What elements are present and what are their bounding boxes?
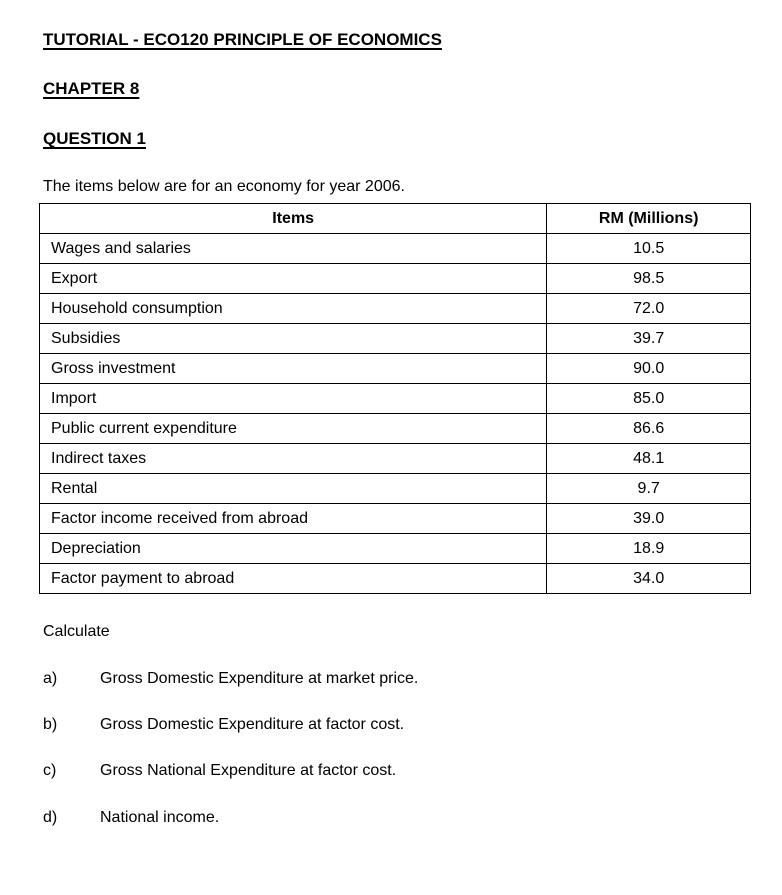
table-row — [40, 294, 751, 324]
item-value: 9.7 — [547, 474, 751, 504]
item-value: 48.1 — [547, 444, 751, 474]
sub-question-text: Gross Domestic Expenditure at factor cost. — [100, 716, 405, 733]
item-label: Factor payment to abroad — [40, 564, 547, 594]
sub-question-letter: a) — [43, 670, 58, 687]
sub-question-text: Gross National Expenditure at factor cost. — [100, 762, 397, 779]
items-column-header: Items — [40, 204, 547, 234]
table-row — [40, 354, 751, 384]
item-label: Factor income received from abroad — [40, 504, 547, 534]
item-value: 39.0 — [547, 504, 751, 534]
sub-question-text: Gross Domestic Expenditure at market price. — [100, 670, 419, 687]
sub-question-text: National income. — [100, 809, 220, 826]
table-row — [40, 444, 751, 474]
table-row — [40, 264, 751, 294]
table-header-row — [40, 204, 751, 234]
item-value: 85.0 — [547, 384, 751, 414]
items-table — [39, 203, 751, 594]
item-label: Wages and salaries — [40, 234, 547, 264]
table-row — [40, 384, 751, 414]
item-value: 86.6 — [547, 414, 751, 444]
item-label: Depreciation — [40, 534, 547, 564]
item-label: Gross investment — [40, 354, 547, 384]
table-row — [40, 414, 751, 444]
item-label: Subsidies — [40, 324, 547, 354]
sub-question-letter: b) — [43, 716, 58, 733]
question-heading: QUESTION 1 — [43, 129, 146, 148]
intro-text: The items below are for an economy for year 2006. — [43, 178, 405, 195]
calculate-label: Calculate — [43, 623, 110, 640]
value-column-header: RM (Millions) — [547, 204, 751, 234]
item-label: Import — [40, 384, 547, 414]
item-label: Rental — [40, 474, 547, 504]
sub-question-letter: c) — [43, 762, 57, 779]
table-row — [40, 564, 751, 594]
sub-question-a — [43, 670, 418, 688]
document-title: TUTORIAL - ECO120 PRINCIPLE OF ECONOMICS — [43, 30, 442, 49]
item-value: 90.0 — [547, 354, 751, 384]
item-label: Household consumption — [40, 294, 547, 324]
item-value: 72.0 — [547, 294, 751, 324]
table-row — [40, 534, 751, 564]
item-value: 34.0 — [547, 564, 751, 594]
item-value: 39.7 — [547, 324, 751, 354]
table-row — [40, 474, 751, 504]
sub-question-d — [43, 809, 219, 827]
sub-question-c — [43, 762, 396, 780]
table-row — [40, 234, 751, 264]
item-label: Public current expenditure — [40, 414, 547, 444]
item-value: 10.5 — [547, 234, 751, 264]
table-row — [40, 324, 751, 354]
item-value: 98.5 — [547, 264, 751, 294]
item-value: 18.9 — [547, 534, 751, 564]
table-row — [40, 504, 751, 534]
item-label: Indirect taxes — [40, 444, 547, 474]
sub-question-b — [43, 716, 404, 734]
sub-question-letter: d) — [43, 809, 58, 826]
item-label: Export — [40, 264, 547, 294]
chapter-heading: CHAPTER 8 — [43, 79, 140, 98]
